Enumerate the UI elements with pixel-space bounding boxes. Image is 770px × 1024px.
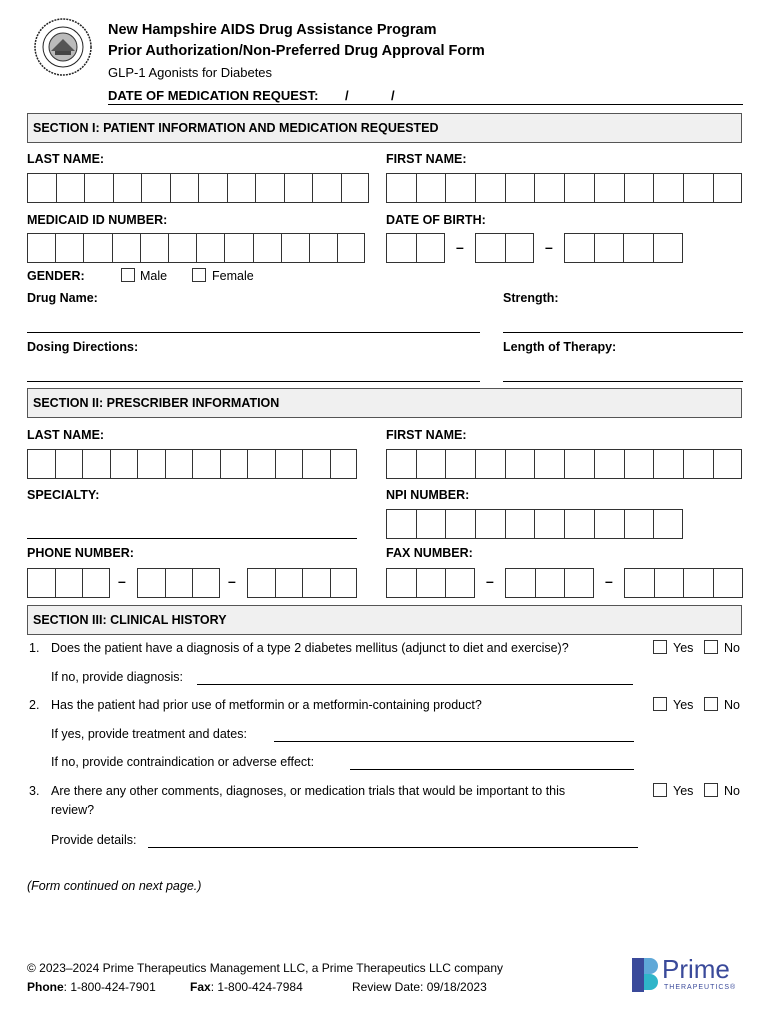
npi-label: NPI NUMBER: <box>386 488 470 502</box>
phone-area-boxes[interactable] <box>27 568 110 598</box>
review-date: Review Date: 09/18/2023 <box>352 980 487 994</box>
q1-yes-label: Yes <box>673 641 694 655</box>
dob-dash: – <box>456 239 464 255</box>
specialty-label: SPECIALTY: <box>27 488 100 502</box>
date-underline[interactable] <box>108 104 743 105</box>
phone-footer-label: Phone <box>27 980 64 994</box>
q2-no-checkbox[interactable] <box>704 697 718 711</box>
prescriber-first-name-boxes[interactable] <box>386 449 742 479</box>
q3-details-label: Provide details: <box>51 833 137 847</box>
q1-yes-checkbox[interactable] <box>653 640 667 654</box>
dosing-directions-line[interactable] <box>27 381 480 382</box>
q2-yes-label: Yes <box>673 698 694 712</box>
prime-logo-icon <box>632 958 658 992</box>
npi-boxes[interactable] <box>386 509 683 539</box>
phone-prefix-boxes[interactable] <box>137 568 220 598</box>
strength-line[interactable] <box>503 332 743 333</box>
q1-diagnosis-line[interactable] <box>197 684 633 685</box>
fax-footer <box>190 980 303 994</box>
prescriber-last-name-boxes[interactable] <box>27 449 357 479</box>
dob-year-boxes[interactable] <box>564 233 683 263</box>
question-2-text: Has the patient had prior use of metformin or a metformin-containing product? <box>51 698 482 712</box>
phone-dash: – <box>118 573 126 589</box>
q2-no-label: No <box>724 698 740 712</box>
phone-number-label: PHONE NUMBER: <box>27 546 134 560</box>
q2-treatment-line[interactable] <box>274 741 634 742</box>
section-3-heading: SECTION III: CLINICAL HISTORY <box>27 605 742 635</box>
q2-contraindication-label: If no, provide contraindication or adverse effect: <box>51 755 315 769</box>
medicaid-id-boxes[interactable] <box>27 233 365 263</box>
q3-details-line[interactable] <box>148 847 638 848</box>
prime-logo-subtext: THERAPEUTICS® <box>664 984 737 991</box>
gender-female-label: Female <box>212 269 254 283</box>
patient-last-name-label: LAST NAME: <box>27 152 105 166</box>
specialty-line[interactable] <box>27 538 357 539</box>
patient-first-name-boxes[interactable] <box>386 173 742 203</box>
strength-label: Strength: <box>503 291 559 305</box>
phone-line-boxes[interactable] <box>247 568 357 598</box>
medicaid-id-label: MEDICAID ID NUMBER: <box>27 213 168 227</box>
dob-month-boxes[interactable] <box>386 233 445 263</box>
q1-diagnosis-label: If no, provide diagnosis: <box>51 670 184 684</box>
patient-last-name-boxes[interactable] <box>27 173 369 203</box>
prescriber-last-name-label: LAST NAME: <box>27 428 105 442</box>
dob-dash: – <box>545 239 553 255</box>
question-3-text: Are there any other comments, diagnoses, or medication trials that would be important to this <box>51 784 566 798</box>
drug-name-line[interactable] <box>27 332 480 333</box>
form-title: New Hampshire AIDS Drug Assistance Program <box>108 22 437 38</box>
fax-dash: – <box>605 573 613 589</box>
form-subtitle: Prior Authorization/Non-Preferred Drug Approval Form <box>108 43 485 59</box>
question-1-text: Does the patient have a diagnosis of a type 2 diabetes mellitus (adjunct to diet and exercise)? <box>51 641 569 655</box>
gender-male-checkbox[interactable] <box>121 268 135 282</box>
phone-footer-value: : 1-800-424-7901 <box>63 980 156 994</box>
form-continued-note: (Form continued on next page.) <box>27 879 202 893</box>
patient-first-name-label: FIRST NAME: <box>386 152 467 166</box>
state-seal-icon <box>33 17 93 77</box>
fax-prefix-boxes[interactable] <box>505 568 594 598</box>
q2-contraindication-line[interactable] <box>350 769 634 770</box>
prime-logo-text: Prime <box>662 954 730 984</box>
phone-dash: – <box>228 573 236 589</box>
drug-name-label: Drug Name: <box>27 291 98 305</box>
date-separator: / <box>391 88 395 103</box>
dob-label: DATE OF BIRTH: <box>386 213 486 227</box>
drug-class-subtitle: GLP-1 Agonists for Diabetes <box>108 65 273 80</box>
fax-area-boxes[interactable] <box>386 568 475 598</box>
prescriber-first-name-label: FIRST NAME: <box>386 428 467 442</box>
dob-day-boxes[interactable] <box>475 233 534 263</box>
q1-no-checkbox[interactable] <box>704 640 718 654</box>
question-3-number: 3. <box>29 784 40 798</box>
gender-male-label: Male <box>140 269 168 283</box>
fax-footer-value: : 1-800-424-7984 <box>210 980 303 994</box>
length-of-therapy-line[interactable] <box>503 381 743 382</box>
fax-dash: – <box>486 573 494 589</box>
q3-no-label: No <box>724 784 740 798</box>
date-separator: / <box>345 88 349 103</box>
copyright-text: © 2023–2024 Prime Therapeutics Management LLC, a Prime Therapeutics LLC company <box>27 961 503 975</box>
q1-no-label: No <box>724 641 740 655</box>
q2-treatment-label: If yes, provide treatment and dates: <box>51 727 247 741</box>
q3-yes-label: Yes <box>673 784 694 798</box>
medication-request-date-label: DATE OF MEDICATION REQUEST: <box>108 88 319 103</box>
fax-line-boxes[interactable] <box>624 568 743 598</box>
gender-label: GENDER: <box>27 269 85 283</box>
q2-yes-checkbox[interactable] <box>653 697 667 711</box>
q3-yes-checkbox[interactable] <box>653 783 667 797</box>
question-1-number: 1. <box>29 641 40 655</box>
question-3-text-cont: review? <box>51 803 95 817</box>
phone-footer <box>27 980 156 994</box>
question-2-number: 2. <box>29 698 40 712</box>
section-2-heading: SECTION II: PRESCRIBER INFORMATION <box>27 388 742 418</box>
fax-footer-label: Fax <box>190 980 211 994</box>
fax-number-label: FAX NUMBER: <box>386 546 473 560</box>
length-of-therapy-label: Length of Therapy: <box>503 340 617 354</box>
q3-no-checkbox[interactable] <box>704 783 718 797</box>
section-1-heading: SECTION I: PATIENT INFORMATION AND MEDICATION REQUESTED <box>27 113 742 143</box>
dosing-directions-label: Dosing Directions: <box>27 340 139 354</box>
gender-female-checkbox[interactable] <box>192 268 206 282</box>
